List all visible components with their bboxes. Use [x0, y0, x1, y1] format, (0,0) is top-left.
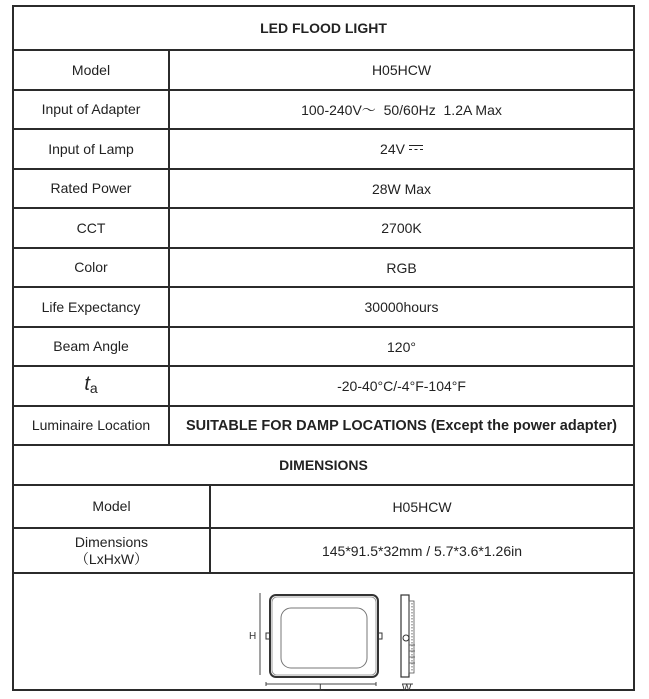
spec-label: Input of Lamp: [14, 130, 170, 168]
dc-current-icon: [409, 145, 423, 152]
flood-light-drawing-icon: [14, 573, 633, 691]
svg-text:W: W: [402, 683, 412, 691]
spec-label: [14, 367, 170, 405]
dimension-drawing: [14, 573, 633, 689]
spec-label: Rated Power: [14, 170, 170, 207]
spec-row-cct: [14, 209, 633, 249]
spec-value: -20-40°C/-4°F-104°F: [337, 378, 466, 394]
spec-value: RGB: [386, 259, 417, 276]
spec-label: Model: [14, 51, 170, 89]
spec-label: Input of Adapter: [14, 91, 170, 128]
spec-label: Life Expectancy: [14, 288, 170, 326]
spec-row-rated-power: [14, 170, 633, 209]
spec-label: Beam Angle: [14, 328, 170, 365]
spec-label: CCT: [14, 209, 170, 247]
dim-row-model: [14, 486, 633, 529]
dim-label: Dimensions （LxHxW）: [14, 529, 211, 572]
spec-row-luminaire-location: [14, 407, 633, 446]
spec-row-color: [14, 249, 633, 288]
spec-value: 100-240V〜 50/60Hz 1.2A Max: [301, 101, 502, 118]
spec-value: 28W Max: [371, 180, 432, 197]
dim-label: Model: [14, 486, 211, 527]
spec-row-beam-angle: [14, 328, 633, 367]
ambient-temp-symbol: $t_a$: [84, 372, 98, 396]
title-row: [14, 7, 633, 51]
sheet-title: LED FLOOD LIGHT: [260, 20, 387, 36]
spec-value: 120°: [387, 338, 416, 355]
spec-value: 24V: [170, 130, 633, 168]
svg-text:H: H: [249, 631, 257, 642]
spec-label: Color: [14, 249, 170, 286]
spec-value: H05HCW: [371, 62, 432, 78]
spec-row-input-adapter: [14, 91, 633, 130]
dimensions-title: DIMENSIONS: [279, 457, 368, 473]
spec-label: Luminaire Location: [14, 407, 170, 444]
spec-sheet: [12, 5, 635, 691]
spec-row-ambient-temp: [14, 367, 633, 407]
svg-text:L: L: [319, 683, 325, 691]
spec-row-input-lamp: [14, 130, 633, 170]
dim-row-dimensions: [14, 529, 633, 574]
dim-value: H05HCW: [392, 498, 452, 515]
spec-row-life-expectancy: [14, 288, 633, 328]
dimensions-title-row: [14, 446, 633, 486]
spec-value: 30000hours: [364, 299, 439, 315]
spec-value: SUITABLE FOR DAMP LOCATIONS (Except the power adapter): [185, 417, 617, 434]
dim-value: 145*91.5*32mm / 5.7*3.6*1.26in: [321, 542, 523, 559]
spec-row-model: [14, 51, 633, 91]
spec-value: 2700K: [381, 220, 422, 236]
